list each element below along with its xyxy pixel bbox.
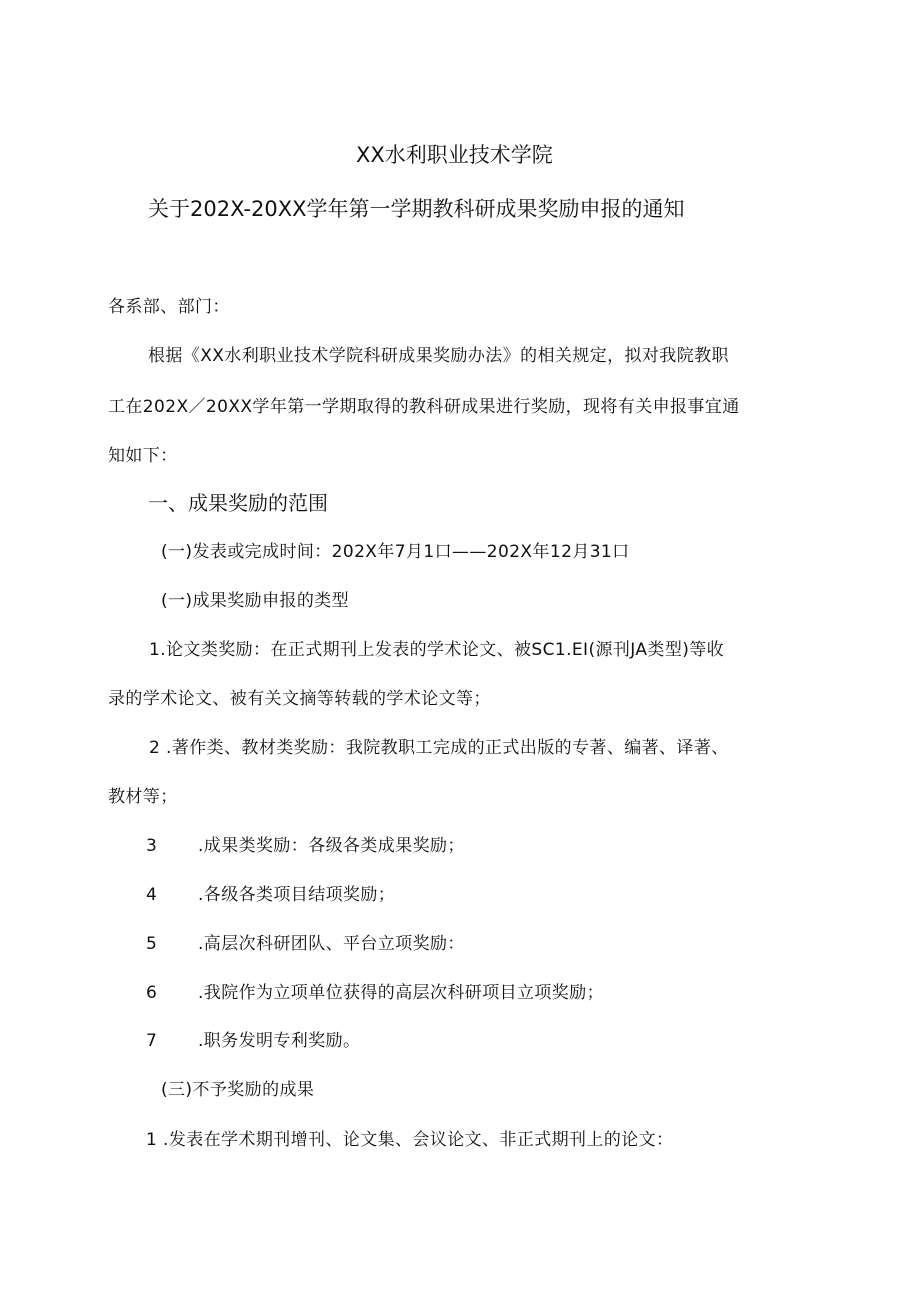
salutation: 各系部、部门： [108,297,230,317]
list-item [146,978,604,1003]
excluded-item-1: 1 .发表在学术期刊增刊、论文集、会议论文、非正式期刊上的论文： [146,1130,674,1150]
list-item-text: .我院作为立项单位获得的高层次科研项目立项奖励； [198,983,605,1003]
item-1-line-2: 录的学术论文、被有关文摘等转载的学术论文等； [108,689,491,709]
list-item [146,1026,360,1051]
list-item-text: .职务发明专利奖励。 [198,1031,361,1051]
intro-line-2: 工在202X／20XX学年第一学期取得的教科研成果进行奖励，现将有关申报事宜通 [108,397,740,417]
subsection-types: (一)成果奖励申报的类型 [161,591,350,611]
list-item-text: .各级各类项目结项奖励； [198,885,396,905]
list-item-number: 6 [146,983,158,1003]
list-item [146,831,465,856]
subsection-time: (一)发表或完成时间：202X年7月1口——202X年12月31口 [161,542,630,562]
list-item [146,929,465,954]
list-item-number: 4 [146,885,158,905]
title-line-1: XX水利职业技术学院 [356,143,553,167]
item-2-line-2: 教材等； [108,787,178,807]
list-item-text: .成果类奖励：各级各类成果奖励； [198,836,465,856]
list-item-number: 7 [146,1031,158,1051]
title-line-2: 关于202X-20XX学年第一学期教科研成果奖励申报的通知 [148,197,685,221]
list-item-number: 5 [146,934,158,954]
list-item-number: 3 [146,836,158,856]
item-2-line-1: 2 .著作类、教材类奖励：我院教职工完成的正式出版的专著、编著、译著、 [149,738,729,758]
list-item-text: .高层次科研团队、平台立项奖励： [198,934,465,954]
intro-line-3: 知如下： [108,446,178,466]
section-heading: 一、成果奖励的范围 [148,491,328,515]
list-item [146,880,395,905]
item-1-line-1: 1.论文类奖励：在正式期刊上发表的学术论文、被SC1.EI(源刊JA类型)等收 [149,640,725,660]
intro-line-1: 根据《XX水利职业技术学院科研成果奖励办法》的相关规定，拟对我院教职 [148,346,729,366]
subsection-excluded: (三)不予奖励的成果 [161,1080,315,1100]
